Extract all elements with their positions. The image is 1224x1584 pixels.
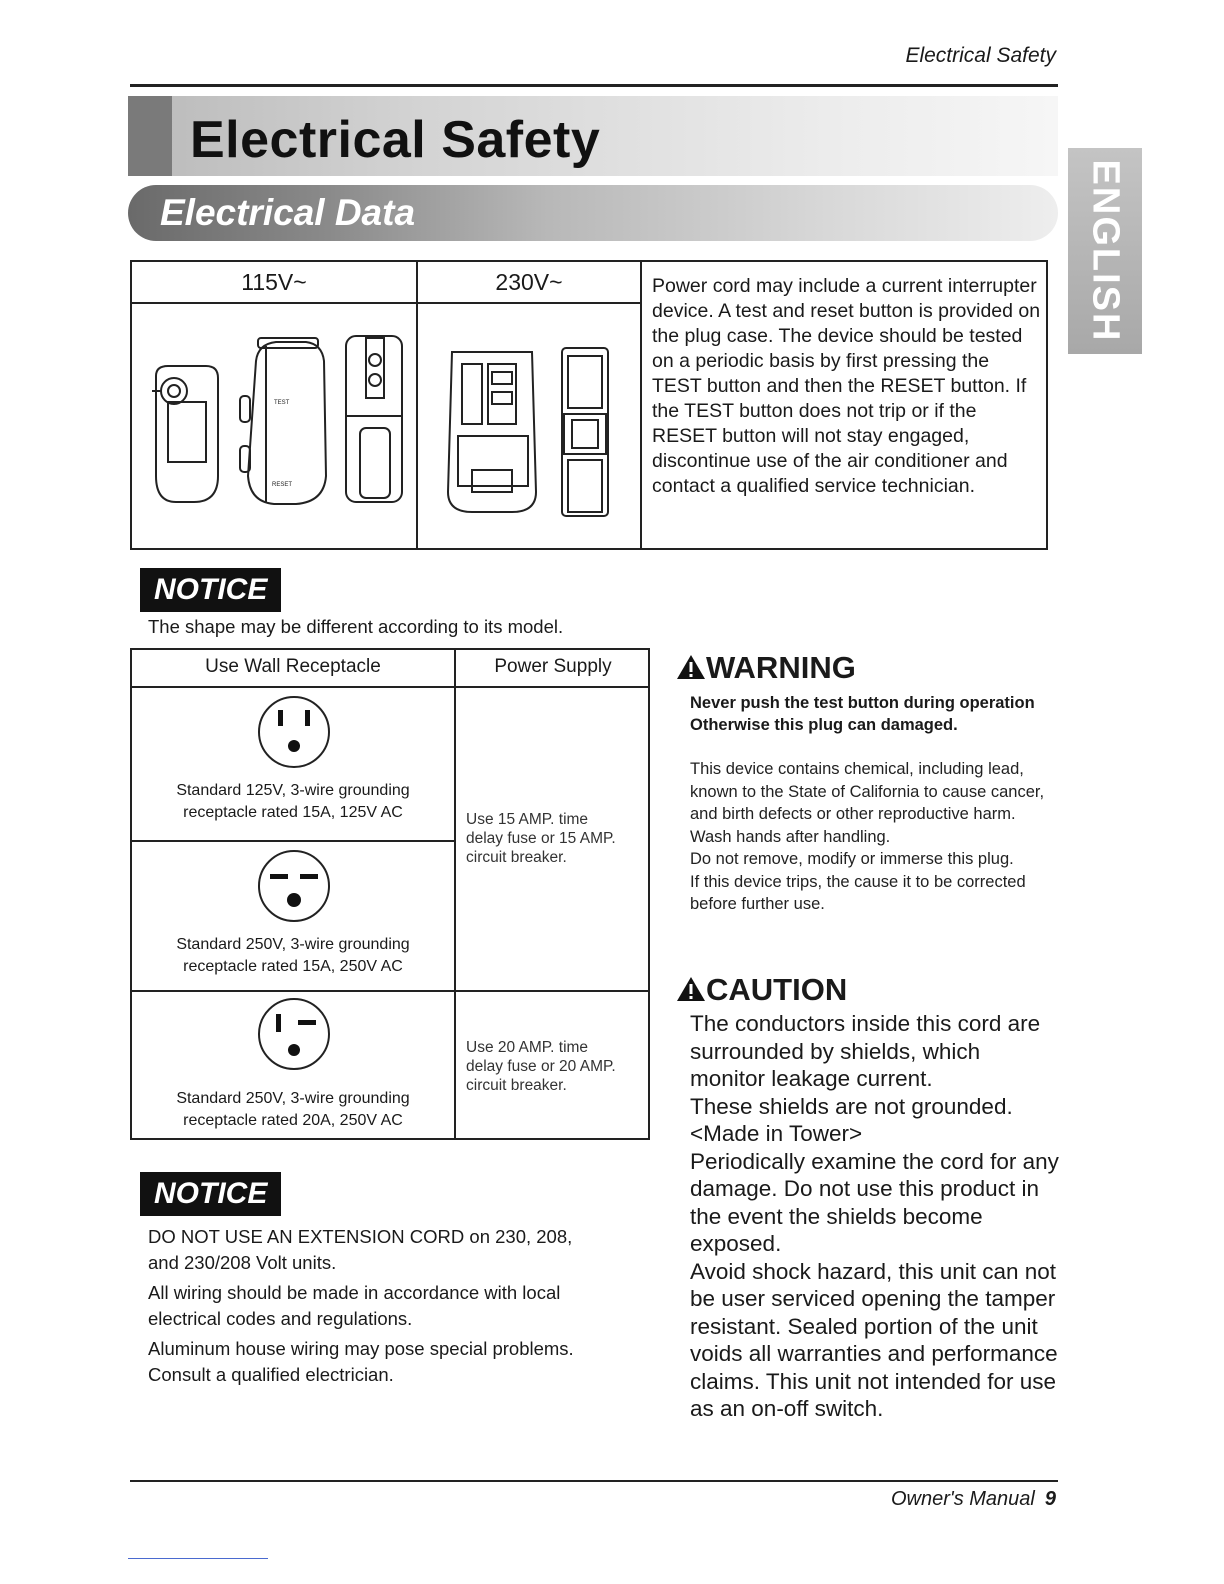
subsection-title: Electrical Data (160, 192, 416, 233)
caution-title: CAUTION (706, 972, 848, 1007)
header-230v: 230V~ (495, 269, 563, 295)
receptacle-table (130, 648, 650, 1140)
receptacle-caption: Standard 250V, 3-wire grounding receptacle rated 20A, 250V AC (176, 1090, 410, 1129)
table-divider (132, 990, 648, 992)
receptacle-caption: Standard 125V, 3-wire grounding receptacle rated 15A, 125V AC (176, 782, 410, 821)
power-supply-15amp: Use 15 AMP. time delay fuse or 15 AMP. circuit breaker. (466, 811, 616, 866)
plug-115v-illustration (146, 316, 408, 516)
section-title: Electrical Safety (190, 111, 601, 169)
receptacle-250v-20a-icon (256, 996, 332, 1072)
receptacle-125v-15a-icon (256, 694, 332, 770)
subsection-title-band (128, 185, 1058, 241)
caution-triangle-icon (676, 976, 706, 1002)
power-supply-20amp: Use 20 AMP. time delay fuse or 20 AMP. circuit breaker. (466, 1039, 616, 1094)
language-tab (1068, 148, 1142, 354)
footer-label: Owner's Manual (890, 1488, 1035, 1510)
page-number: 9 (1044, 1488, 1056, 1510)
running-head: Electrical Safety (905, 44, 1056, 67)
notice-text: The shape may be different according to its model. (148, 616, 564, 637)
bottom-rule (130, 1480, 1058, 1482)
page-footer (760, 1488, 1056, 1511)
svg-text:RESET: RESET (272, 482, 293, 488)
receptacle-250v-15a-icon (256, 848, 332, 924)
table-divider (132, 840, 454, 842)
notice2-body: DO NOT USE AN EXTENSION CORD on 230, 208, and 230/208 Volt units. All wiring should be made in accordance with local electrical codes and regulations. Aluminum house wiring may pose special problems. Consult a qualified electrician. (148, 1226, 574, 1385)
top-rule (130, 84, 1058, 87)
section-title-band (128, 96, 1058, 176)
caution-body: The conductors inside this cord are surrounded by shields, which monitor leakage current. These shields are not grounded. <Made in Tower> Periodically examine the cord for any damage. Do not use this product in the event the shields become exposed. Avoid shock hazard, this unit can not be user serviced opening the tamper resistant. Sealed portion of the unit voids all warranties and performance claims. This unit not intended for use as an on-off switch. (690, 1011, 1059, 1421)
interrupter-device-note: Power cord may include a current interrupter device. A test and reset button is provided on the plug case. The device should be tested on a periodic basis by first pressing the TEST button and then the RESET button. If the TEST button does not trip or if the RESET button will not stay engaged, discontinue use of the air conditioner and contact a qualified service technician. (652, 275, 1041, 497)
warning-triangle-icon (676, 654, 706, 680)
language-tab-label: ENGLISH (1084, 159, 1127, 343)
header-wall-receptacle: Use Wall Receptacle (205, 656, 381, 677)
title-band-block (128, 96, 172, 176)
table-divider (416, 262, 418, 548)
warning-heading (676, 650, 856, 686)
notice-badge: NOTICE (140, 1172, 281, 1216)
header-power-supply: Power Supply (494, 656, 612, 677)
link-underline (128, 1558, 268, 1559)
svg-text:TEST: TEST (274, 400, 290, 406)
receptacle-caption: Standard 250V, 3-wire grounding receptacle rated 15A, 250V AC (176, 936, 410, 975)
header-115v: 115V~ (241, 269, 307, 295)
table-divider (132, 302, 640, 304)
electrical-data-table (130, 260, 1048, 550)
table-divider (132, 686, 648, 688)
warning-bold-text: Never push the test button during operation Otherwise this plug can damaged. (690, 694, 1035, 734)
plug-230v-illustration (432, 342, 632, 522)
table-divider (454, 650, 456, 1138)
notice-badge: NOTICE (140, 568, 281, 612)
table-divider (640, 262, 642, 548)
caution-heading (676, 972, 847, 1008)
warning-title: WARNING (706, 650, 856, 685)
warning-body: This device contains chemical, including lead, known to the State of California to cause cancer, and birth defects or other reproductive harm. Wash hands after handling. Do not remove, modify or immerse this plug. If this device trips, the cause it to be corrected before further use. (690, 760, 1045, 913)
